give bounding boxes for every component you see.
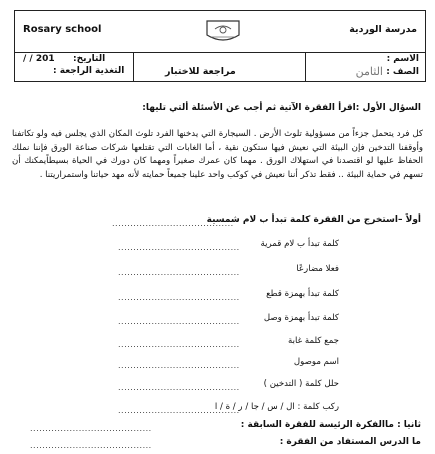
answer-line: ........................................: [118, 340, 240, 349]
question-one-title: السؤال الأول :اقرأ الفقرة الآتية ثم أجب عن الأسئلة ألتي تليها:: [142, 103, 421, 113]
answer-line: ........................................: [112, 219, 234, 228]
exercise-item: فعلا مضارعًا: [296, 264, 339, 274]
lesson-question: ما الدرس المستفاد من الفقرة :: [279, 437, 421, 447]
worksheet-title: مراجعة للاختبار: [165, 66, 236, 77]
answer-line: ........................................: [118, 317, 240, 326]
answer-line: ........................................: [118, 361, 240, 370]
date-value: / / 201: [23, 54, 55, 64]
answer-line: ........................................: [118, 268, 240, 277]
section-a-title: أولاً –استخرج من الفقرة كلمة تبدأ ب لام شمسية: [206, 215, 421, 225]
header-column-divider-right: [305, 52, 306, 81]
section-b-title: ثانيا : ماالفكرة الرئيسة للفقرة السابقة :: [240, 420, 421, 430]
exercise-item: اسم موصول: [293, 357, 339, 367]
exercise-item: كلمة تبدأ بهمزة وصل: [263, 313, 339, 323]
exercise-item: ركب كلمة : ال / س / جا / ر / ة / ا: [214, 402, 339, 412]
header-divider: [15, 52, 425, 53]
class-value: الثامن: [355, 65, 383, 78]
feedback-label: التغذية الراجعة :: [53, 66, 125, 76]
header-column-divider-left: [133, 52, 134, 81]
answer-line: ........................................: [118, 383, 240, 392]
school-name-ar: مدرسة الوردية: [349, 24, 417, 35]
answer-line: ........................................: [118, 243, 240, 252]
school-logo-icon: [203, 15, 243, 47]
answer-line: ........................................: [118, 406, 240, 415]
exercise-item: كلمة تبدأ بهمزة قطع: [266, 289, 339, 299]
name-label: الاسم :: [386, 54, 419, 64]
answer-line: ........................................: [30, 424, 152, 433]
exercise-item: جمع كلمة غابة: [288, 336, 339, 346]
exercise-item: كلمة تبدأ ب لام قمرية: [260, 239, 339, 249]
school-name-en: Rosary school: [23, 24, 102, 35]
reading-paragraph: كل فرد يتحمل جزءاً من مسؤولية تلوث الأرض . السيجارة التي يدخنها الفرد تلوث المكان الذي يجلس فيه ولو تكاتفنا وأوقفنا التدخين فإن البيئة التي نعيش فيها ستكون نقية ، أما الغابات التي تقتلعها شركات صناعة الورق فإننا نملك الحفاظ عليها لو اقتصدنا في استهلاك الورق . مهما كان عمرك صغيراً ومهما كان دورك في الحياة بسيطاًيمكنك أن تسهم في حماية البيئة .. فقط تذكر أننا نعيش في كوكب واحد علينا جميعاً حمايته لأنه مهد حياتنا واستمراريتنا .: [12, 129, 423, 180]
exercise-item: حلل كلمة ( التدخين ): [263, 379, 339, 389]
worksheet-header: [14, 10, 426, 82]
class-label: الصف :: [386, 67, 419, 77]
date-label: التاريخ:: [73, 54, 106, 64]
answer-line: ........................................: [118, 293, 240, 302]
answer-line: ........................................: [30, 441, 152, 450]
